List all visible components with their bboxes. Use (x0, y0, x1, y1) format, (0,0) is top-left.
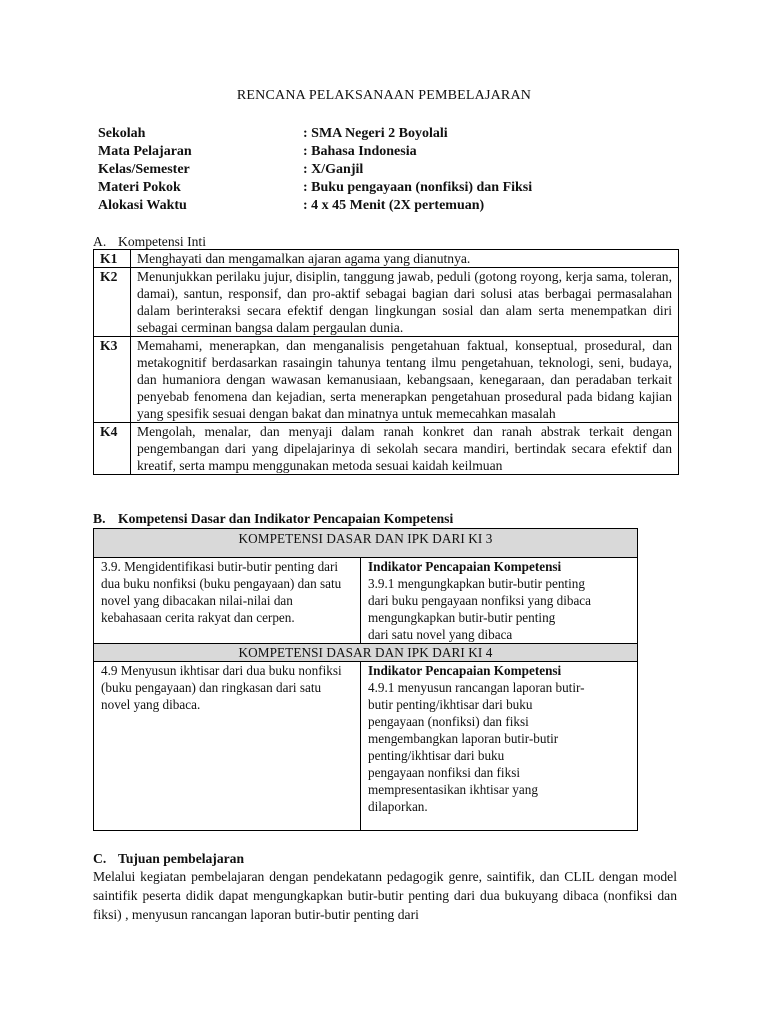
ki4-header: KOMPETENSI DASAR DAN IPK DARI KI 4 (94, 644, 638, 662)
section-number: A. (93, 234, 107, 249)
info-label: Alokasi Waktu (98, 198, 187, 213)
ipk-title: Indikator Pencapaian Kompetensi (368, 559, 562, 574)
table-row (94, 529, 638, 558)
info-row-time (98, 197, 623, 215)
ipk-line: penting/ikhtisar dari buku (368, 748, 505, 763)
section-b-heading (93, 510, 453, 527)
section-title: Tujuan pembelajaran (118, 851, 245, 866)
table-row (94, 250, 679, 268)
ki-description: Memahami, menerapkan, dan menganalisis pengetahuan faktual, konseptual, prosedural, dan metakognitif berdasarkan rasaingin tahunya tentang ilmu pengetahuan, teknologi, seni, budaya, dan humaniora dengan wawasan kemanusiaan, kebangsaan, kenegaraan, dan peradaban terkait penyebab fenomena dan kejadian, serta menerapkan pengetahuan prosedural pada bidang kajian yang spesifik sesuai dengan bakat dan minatnya untuk memecahkan masalah (131, 337, 679, 423)
section-c-heading (93, 850, 244, 867)
ipk-title: Indikator Pencapaian Kompetensi (368, 663, 562, 678)
info-label: Sekolah (98, 126, 146, 141)
kd-4-9: 4.9 Menyusun ikhtisar dari dua buku nonfiksi (buku pengayaan) dan ringkasan dari satu novel yang dibaca. (94, 662, 361, 831)
info-block (98, 125, 623, 215)
table-row (94, 423, 679, 475)
ipk-line: dari satu novel yang dibaca (368, 627, 513, 642)
ki-code: K2 (94, 268, 131, 337)
section-a-heading (93, 233, 206, 250)
ipk-line: 4.9.1 menyusun rancangan laporan butir- (368, 680, 585, 695)
info-value: : SMA Negeri 2 Boyolali (303, 126, 448, 141)
ipk-line: mengembangkan laporan butir-butir (368, 731, 559, 746)
info-row-material (98, 179, 623, 197)
section-number: C. (93, 851, 107, 866)
section-title: Kompetensi Inti (118, 234, 206, 249)
table-row (94, 644, 638, 662)
document-title: RENCANA PELAKSANAAN PEMBELAJARAN (236, 88, 532, 103)
ipk-line: butir penting/ikhtisar dari buku (368, 697, 533, 712)
tujuan-paragraph: Melalui kegiatan pembelajaran dengan pendekatann pedagogik genre, saintifik, dan CLIL dengan model saintifik peserta didik dapat mengungkapkan butir-butir penting dari dua bukuyang dibaca (nonfiksi dan fiksi) , menyusun rancangan laporan butir-butir penting dari (93, 869, 677, 922)
info-value: : 4 x 45 Menit (2X pertemuan) (303, 198, 485, 213)
kompetensi-inti-table (93, 249, 679, 475)
info-label: Kelas/Semester (98, 162, 190, 177)
ipk-line: dilaporkan. (368, 799, 428, 814)
ki-code: K3 (94, 337, 131, 423)
info-value: : Buku pengayaan (nonfiksi) dan Fiksi (303, 180, 533, 195)
ki-description: Menunjukkan perilaku jujur, disiplin, tanggung jawab, peduli (gotong royong, kerja sama, toleran, damai), santun, responsif, dan pro-aktif sebagai bagian dari solusi atas berbagai permasalahan dalam berinteraksi secara efektif dengan lingkungan sosial dan alam serta menempatkan diri sebagai cerminan bangsa dalam pergaulan dunia. (131, 268, 679, 337)
ipk-cell-ki4 (361, 662, 638, 831)
ki-description: Menghayati dan mengamalkan ajaran agama yang dianutnya. (131, 250, 679, 268)
ipk-cell-ki3 (361, 558, 638, 644)
ki-code: K4 (94, 423, 131, 475)
info-row-subject (98, 143, 623, 161)
ipk-line: mengungkapkan butir-butir penting (368, 610, 556, 625)
info-row-school (98, 125, 623, 143)
ipk-line: 3.9.1 mengungkapkan butir-butir penting (368, 576, 585, 591)
ipk-line: mempresentasikan ikhtisar yang (368, 782, 538, 797)
table-row (94, 337, 679, 423)
table-row (94, 662, 638, 831)
table-row (94, 268, 679, 337)
info-label: Materi Pokok (98, 180, 181, 195)
ipk-line: pengayaan (nonfiksi) dan fiksi (368, 714, 529, 729)
ki3-header: KOMPETENSI DASAR DAN IPK DARI KI 3 (94, 529, 638, 558)
kompetensi-dasar-table (93, 528, 638, 831)
section-number: B. (93, 511, 106, 526)
table-row (94, 558, 638, 644)
info-value: : Bahasa Indonesia (303, 144, 417, 159)
kd-3-9: 3.9. Mengidentifikasi butir-butir penting dari dua buku nonfiksi (buku pengayaan) dan satu novel yang dibacakan nilai-nilai dan kebahasaan cerita rakyat dan cerpen. (94, 558, 361, 644)
info-value: : X/Ganjil (303, 162, 364, 177)
info-row-class (98, 161, 623, 179)
ipk-line: dari buku pengayaan nonfiksi yang dibaca (368, 593, 592, 608)
section-title: Kompetensi Dasar dan Indikator Pencapaian Kompetensi (118, 511, 454, 526)
ki-description: Mengolah, menalar, dan menyaji dalam ranah konkret dan ranah abstrak terkait dengan pengembangan dari yang dipelajarinya di sekolah secara mandiri, bertindak secara efektif dan kreatif, serta mampu menggunakan metoda sesuai kaidah keilmuan (131, 423, 679, 475)
ki-code: K1 (94, 250, 131, 268)
ipk-line: pengayaan nonfiksi dan fiksi (368, 765, 520, 780)
info-label: Mata Pelajaran (98, 144, 192, 159)
